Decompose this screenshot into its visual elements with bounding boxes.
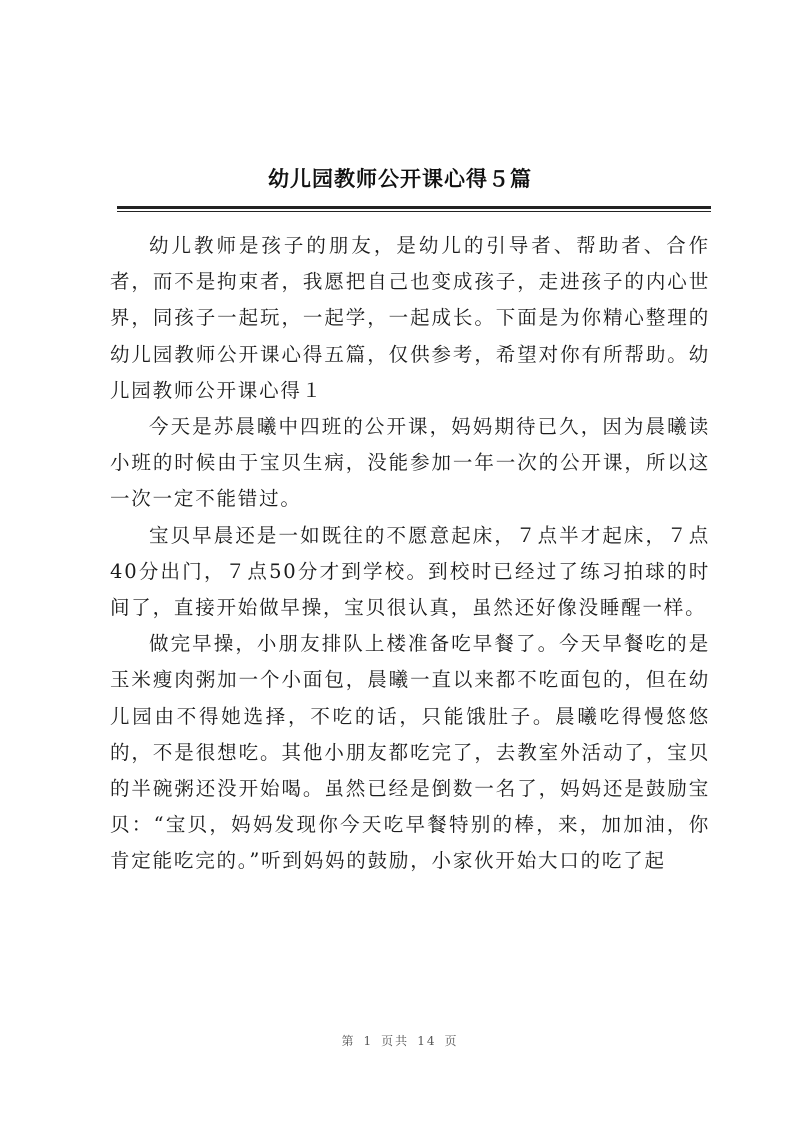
title-divider <box>117 206 711 212</box>
paragraph-open-class: 今天是苏晨曦中四班的公开课，妈妈期待已久，因为晨曦读小班的时候由于宝贝生病，没能参加一年一次的公开课，所以这一次一定不能错过。 <box>110 415 710 511</box>
paragraph-breakfast: 做完早操，小朋友排队上楼准备吃早餐了。今天早餐吃的是玉米瘦肉粥加一个小面包，晨曦一直以来都不吃面包的，但在幼儿园由不得她选择，不吃的话，只能饿肚子。晨曦吃得慢悠悠的，不是很想吃。其他小朋友都吃完了，去教室外活动了，宝贝的半碗粥还没开始喝。虽然已经是倒数一名了，妈妈还是鼓励宝贝：“宝贝，妈妈发现你今天吃早餐特别的棒，来，加加油，你肯定能吃完的。”听到妈妈的鼓励，小家伙开始大口的吃了起 <box>110 632 710 873</box>
footer-prefix: 第 <box>341 1034 356 1048</box>
document-body <box>110 228 710 880</box>
footer-suffix: 页 <box>444 1034 459 1048</box>
footer-total-pages: 14 <box>417 1034 437 1048</box>
paragraph-intro: 幼儿教师是孩子的朋友，是幼儿的引导者、帮助者、合作者，而不是拘束者，我愿把自己也变成孩子，走进孩子的内心世界，同孩子一起玩，一起学，一起成长。下面是为你精心整理的幼儿园教师公开课心得五篇，仅供参考，希望对你有所帮助。幼儿园教师公开课心得１ <box>110 234 710 402</box>
document-title: 幼儿园教师公开课心得５篇 <box>268 166 532 191</box>
footer-page-number: 1 <box>363 1034 374 1048</box>
paragraph-morning: 宝贝早晨还是一如既往的不愿意起床，７点半才起床，７点40分出门，７点50分才到学校。到校时已经过了练习拍球的时间了，直接开始做早操，宝贝很认真，虽然还好像没睡醒一样。 <box>110 523 710 620</box>
footer-mid: 页共 <box>381 1034 410 1048</box>
page-footer <box>0 1032 800 1049</box>
